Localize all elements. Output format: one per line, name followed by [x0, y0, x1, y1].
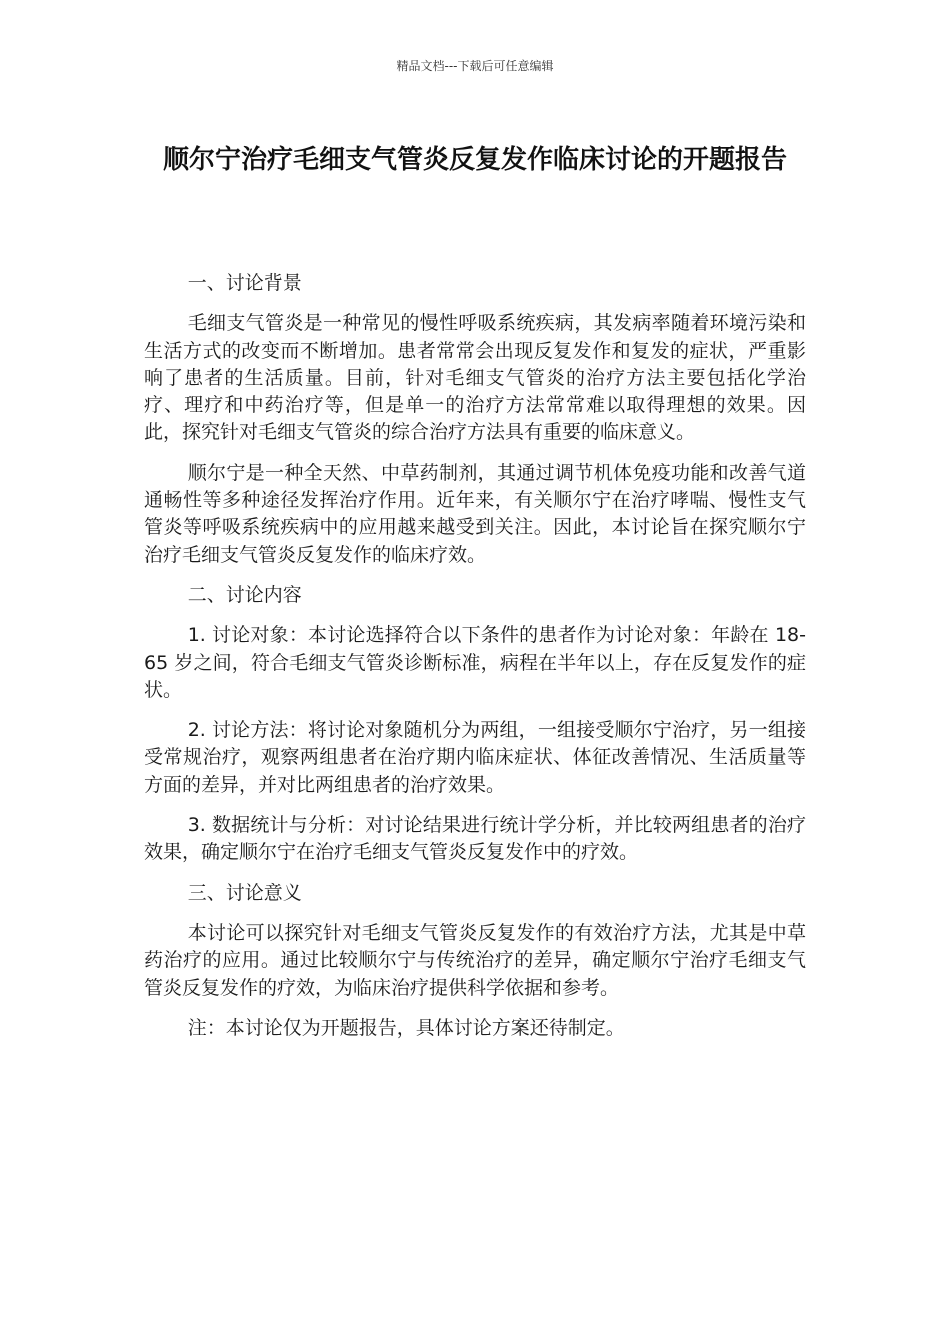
paragraph: 2. 讨论方法：将讨论对象随机分为两组，一组接受顺尔宁治疗，另一组接受常规治疗，观察两组患者在治疗期内临床症状、体征改善情况、生活质量等方面的差异，并对比两组患者的治疗效果。 [144, 719, 806, 796]
paragraph: 顺尔宁是一种全天然、中草药制剂，其通过调节机体免疫功能和改善气道通畅性等多种途径发挥治疗作用。近年来，有关顺尔宁在治疗哮喘、慢性支气管炎等呼吸系统疾病中的应用越来越受到关注。因此，本讨论旨在探究顺尔宁治疗毛细支气管炎反复发作的临床疗效。 [144, 461, 806, 566]
paragraph: 1. 讨论对象：本讨论选择符合以下条件的患者作为讨论对象：年龄在 18-65 岁之间，符合毛细支气管炎诊断标准，病程在半年以上，存在反复发作的症状。 [144, 624, 806, 701]
section-heading-significance: 三、讨论意义 [187, 881, 302, 904]
page-header-watermark: 精品文档---下载后可任意编辑 [396, 59, 554, 73]
note-paragraph: 注：本讨论仅为开题报告，具体讨论方案还待制定。 [187, 1016, 625, 1039]
document-body [144, 270, 806, 1055]
paragraph: 3. 数据统计与分析：对讨论结果进行统计学分析，并比较两组患者的治疗效果，确定顺尔宁在治疗毛细支气管炎反复发作中的疗效。 [144, 814, 806, 864]
document-title: 顺尔宁治疗毛细支气管炎反复发作临床讨论的开题报告 [162, 145, 787, 175]
section-heading-background: 一、讨论背景 [187, 272, 302, 294]
paragraph: 毛细支气管炎是一种常见的慢性呼吸系统疾病，其发病率随着环境污染和生活方式的改变而不断增加。患者常常会出现反复发作和复发的症状，严重影响了患者的生活质量。目前，针对毛细支气管炎的治疗方法主要包括化学治疗、理疗和中药治疗等，但是单一的治疗方法常常难以取得理想的效果。因此，探究针对毛细支气管炎的综合治疗方法具有重要的临床意义。 [144, 312, 806, 444]
paragraph: 本讨论可以探究针对毛细支气管炎反复发作的有效治疗方法，尤其是中草药治疗的应用。通过比较顺尔宁与传统治疗的差异，确定顺尔宁治疗毛细支气管炎反复发作的疗效，为临床治疗提供科学依据和参考。 [144, 921, 806, 999]
section-heading-content: 二、讨论内容 [187, 583, 302, 606]
